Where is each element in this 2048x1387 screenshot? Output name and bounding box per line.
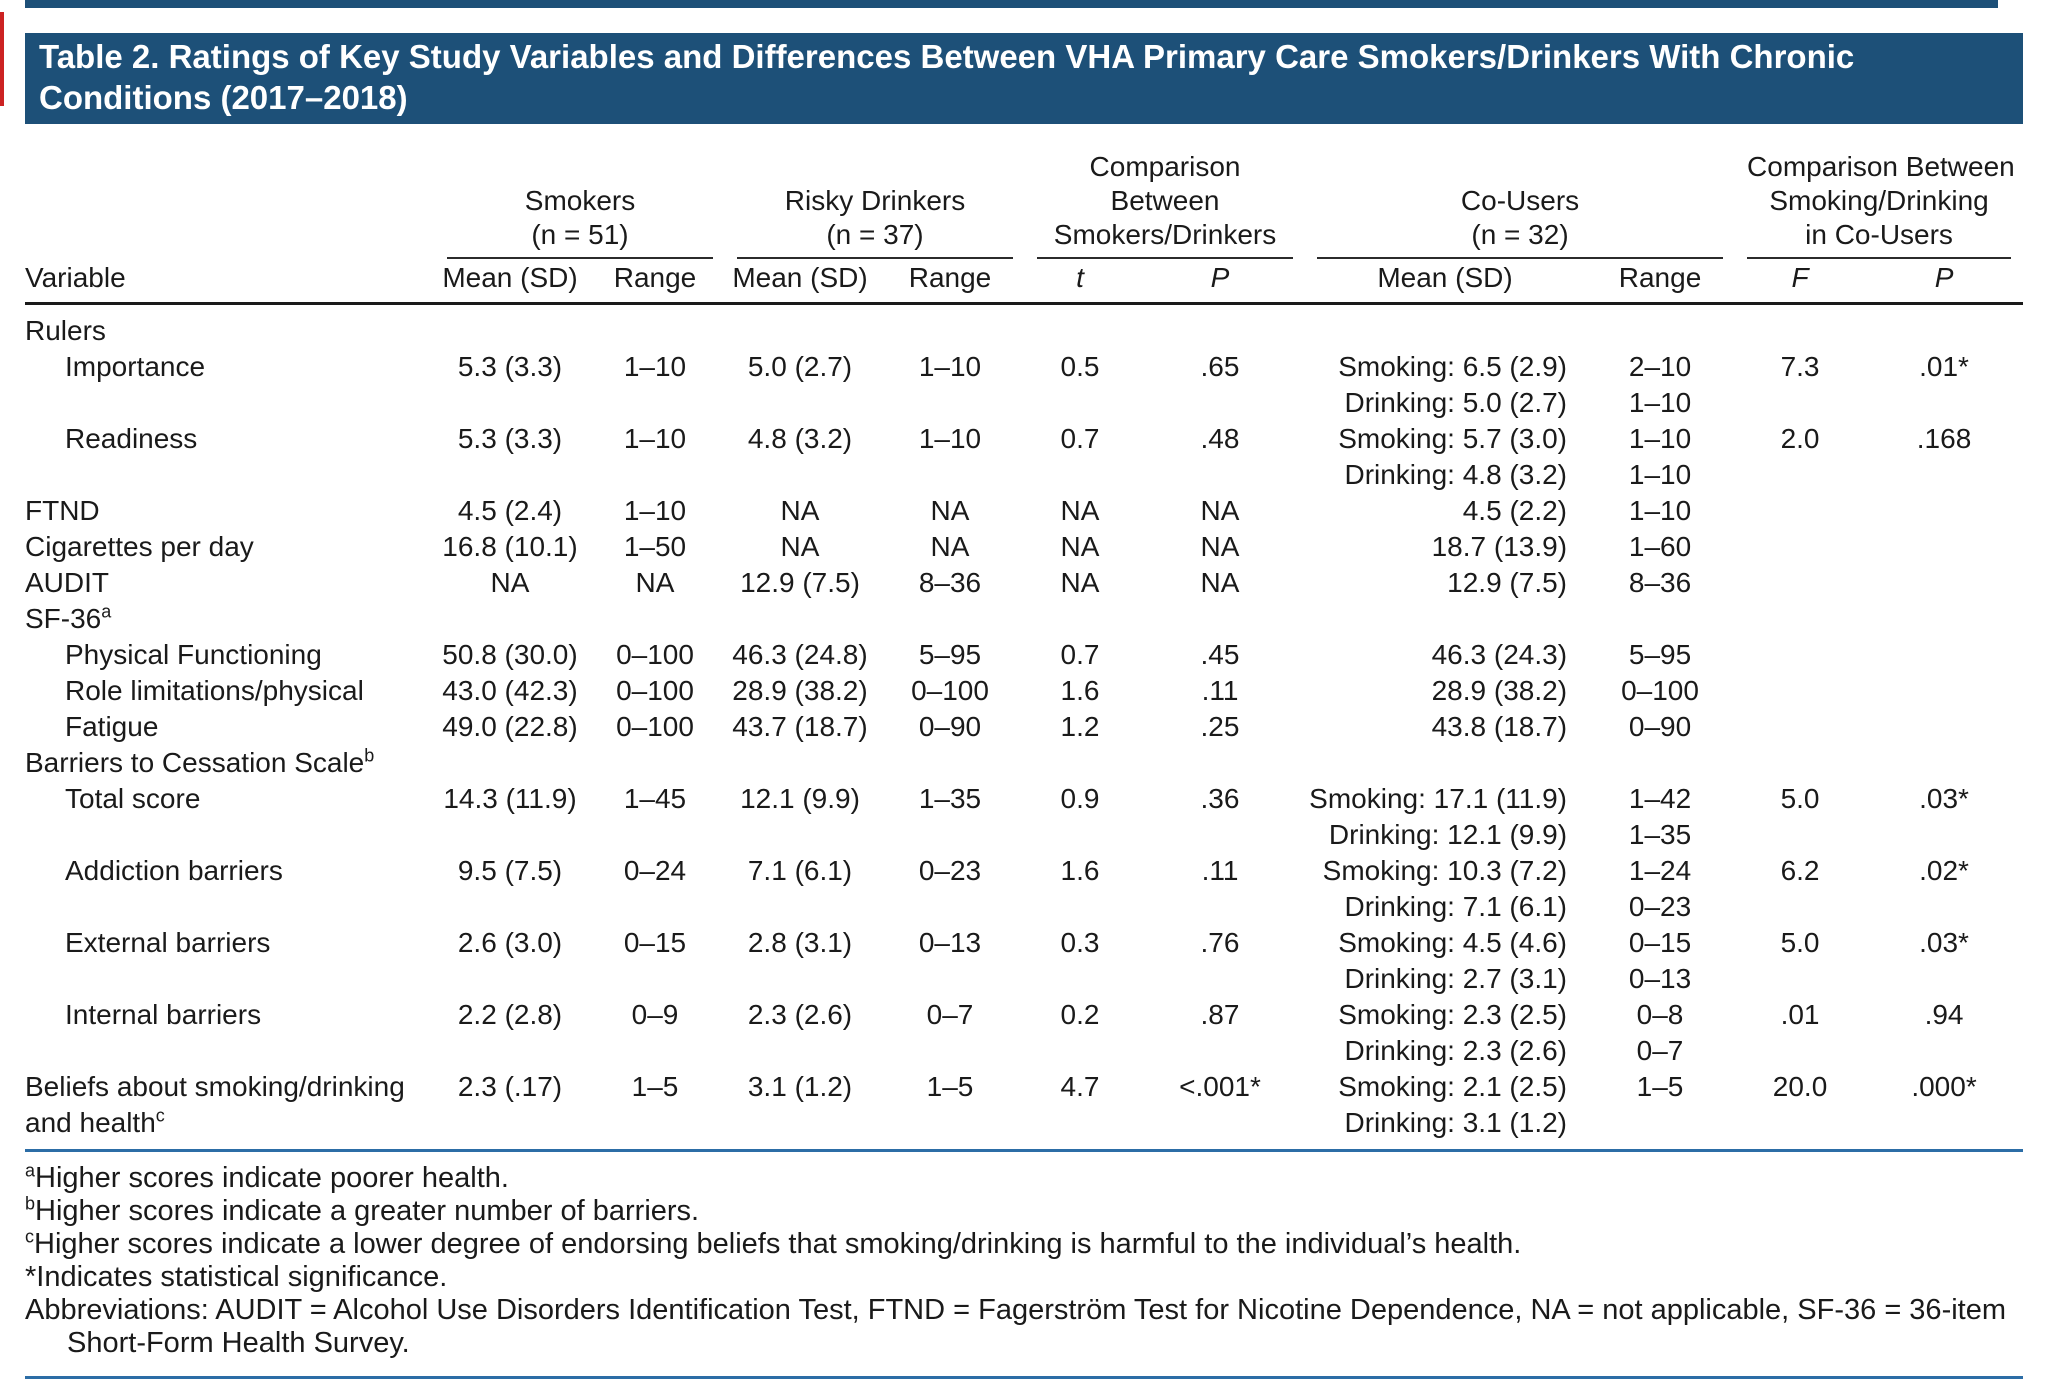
cell-m1: 43.0 (42.3)	[442, 675, 578, 706]
cell-r1: 1–45	[623, 783, 687, 814]
cell-p: .87	[1200, 999, 1240, 1030]
cell-line: Drinking: 12.1 (9.9)	[1328, 819, 1568, 850]
row-label-line: FTND	[25, 495, 100, 526]
row-label-line: Readiness	[65, 423, 198, 454]
cell-p: .45	[1200, 639, 1240, 670]
sub-column-header: P	[1135, 259, 1305, 304]
cell-t: 1.2	[1060, 711, 1100, 742]
cell-f	[1735, 529, 1865, 565]
row-label-line: Importance	[65, 351, 206, 382]
cell-t: 0.3	[1060, 927, 1100, 958]
row-label-line: Cigarettes per day	[25, 531, 254, 562]
cell-fp: .94	[1924, 999, 1964, 1030]
cell-m2: 5.0 (2.7)	[747, 351, 853, 382]
table-row	[25, 925, 2023, 997]
table-row	[25, 304, 2023, 350]
row-label-line: Role limitations/physical	[65, 675, 364, 706]
cell-cur	[1585, 637, 1735, 673]
cell-r1: 0–100	[616, 675, 694, 706]
cell-line: Drinking: 7.1 (6.1)	[1344, 891, 1568, 922]
cell-cur	[1585, 493, 1735, 529]
cell-line: Smoking: 5.7 (3.0)	[1338, 423, 1568, 454]
header-line: Comparison	[1089, 151, 1241, 182]
column-group-label	[737, 184, 1013, 259]
header-line: (n = 37)	[826, 219, 924, 250]
cell-t: 0.7	[1060, 423, 1100, 454]
table-row	[25, 637, 2023, 673]
variable-column-header: Variable	[25, 259, 435, 304]
table-row	[25, 565, 2023, 601]
table-row	[25, 349, 2023, 421]
cell-r1: 0–100	[616, 639, 694, 670]
cell-line: 0–90	[1628, 711, 1692, 742]
table-row	[25, 709, 2023, 745]
cell-m1: 2.2 (2.8)	[457, 999, 563, 1030]
table-title: Table 2. Ratings of Key Study Variables and Differences Between VHA Primary Care Smokers/Drinkers With Chronic Conditions (2017–2018)	[25, 33, 2023, 124]
cell-m2: 7.1 (6.1)	[747, 855, 853, 886]
cell-f: 5.0	[1780, 927, 1820, 958]
cell-t: 0.7	[1060, 639, 1100, 670]
cell-line: Drinking: 2.3 (2.6)	[1344, 1035, 1568, 1066]
cell-t: 0.2	[1060, 999, 1100, 1030]
cell-r2: 8–36	[918, 567, 982, 598]
footnote-marker: b	[25, 1193, 36, 1214]
table-row	[25, 601, 2023, 637]
cell-r2: 1–35	[918, 783, 982, 814]
cell-p: .36	[1200, 783, 1240, 814]
bottom-rule	[25, 1376, 2023, 1379]
cell-line: 5–95	[1628, 639, 1692, 670]
ratings-table	[25, 150, 2023, 1152]
column-group-header	[1735, 150, 2023, 259]
row-label	[25, 925, 435, 997]
footnote-marker: c	[155, 1105, 165, 1126]
cell-r1: 0–15	[623, 927, 687, 958]
row-label-line: External barriers	[65, 927, 271, 958]
table-body	[25, 304, 2023, 1151]
cell-r2: NA	[930, 495, 970, 526]
cell-p: .48	[1200, 423, 1240, 454]
cell-cu	[1305, 349, 1585, 421]
row-label	[25, 565, 435, 601]
cell-cu	[1305, 997, 1585, 1069]
cell-f: .01	[1780, 999, 1820, 1030]
cell-line: 43.8 (18.7)	[1431, 711, 1568, 742]
column-group-label	[1037, 150, 1293, 259]
cell-line: 1–10	[1628, 387, 1692, 418]
footnote: $^c$Higher scores indicate a lower degree of endorsing beliefs that smoking/drinking is harmful to the individual’s health.	[25, 1226, 1522, 1260]
cell-fp: .03*	[1919, 783, 1969, 814]
cell-m1: 16.8 (10.1)	[442, 531, 578, 562]
cell-line: 12.9 (7.5)	[1447, 567, 1568, 598]
cell-t: NA	[1060, 531, 1100, 562]
cell-line: Smoking: 6.5 (2.9)	[1338, 351, 1568, 382]
cell-cu	[1305, 529, 1585, 565]
cell-fp	[1865, 673, 2023, 709]
cell-r1: 1–10	[623, 495, 687, 526]
table-row	[25, 745, 2023, 781]
header-line: Co-Users	[1460, 185, 1580, 216]
cell-f: 5.0	[1780, 783, 1820, 814]
header-group-row	[25, 150, 2023, 259]
column-group-header	[725, 150, 1025, 259]
table-row	[25, 421, 2023, 493]
cell-r1: NA	[635, 567, 675, 598]
cell-p: .76	[1200, 927, 1240, 958]
row-label	[25, 1069, 435, 1151]
row-label	[25, 781, 435, 853]
cell-r1: 1–5	[585, 1069, 725, 1151]
cell-line: 18.7 (13.9)	[1431, 531, 1568, 562]
table-row	[25, 673, 2023, 709]
cell-line: Smoking: 2.3 (2.5)	[1338, 999, 1568, 1030]
cell-m2: 2.8 (3.1)	[747, 927, 853, 958]
cell-fp	[1865, 493, 2023, 529]
cell-m2: 28.9 (38.2)	[732, 675, 868, 706]
cell-m2: NA	[780, 531, 820, 562]
header-spacer	[25, 150, 435, 259]
cell-line: Smoking: 2.1 (2.5)	[1338, 1071, 1568, 1102]
cell-fp: .168	[1916, 423, 1972, 454]
cell-line: 2–10	[1628, 351, 1692, 382]
footnote-marker: c	[25, 1226, 34, 1247]
cell-m2: NA	[780, 495, 820, 526]
sub-column-header: Range	[585, 259, 725, 304]
table-row	[25, 1069, 2023, 1151]
cell-p: <.001*	[1135, 1069, 1305, 1151]
cell-f	[1735, 673, 1865, 709]
cell-m1: 14.3 (11.9)	[443, 783, 577, 814]
cell-p: .25	[1200, 711, 1240, 742]
cell-line: 1–35	[1628, 819, 1692, 850]
cell-m2: 46.3 (24.8)	[732, 639, 868, 670]
group-row-label: Rulers	[25, 315, 106, 346]
row-label-line: Total score	[65, 783, 201, 814]
row-label	[25, 997, 435, 1069]
row-label	[25, 349, 435, 421]
cell-m1: 9.5 (7.5)	[457, 855, 563, 886]
header-sub-row	[25, 259, 2023, 304]
cell-cu	[1305, 781, 1585, 853]
top-edge-rule	[25, 0, 1998, 8]
cell-r2: NA	[930, 531, 970, 562]
cell-r2: 1–10	[918, 351, 982, 382]
cell-line: 1–60	[1628, 531, 1692, 562]
cell-f: 6.2	[1780, 855, 1820, 886]
cell-fp	[1865, 529, 2023, 565]
sub-column-header: t	[1025, 259, 1135, 304]
cell-r2: 1–5	[875, 1069, 1025, 1151]
cell-r2: 0–90	[918, 711, 982, 742]
table-row	[25, 781, 2023, 853]
cell-cur	[1585, 709, 1735, 745]
table-content	[25, 150, 2023, 1379]
cell-fp	[1865, 709, 2023, 745]
sub-column-header: P	[1865, 259, 2023, 304]
cell-m1: 50.8 (30.0)	[442, 639, 578, 670]
row-label-line: Physical Functioning	[65, 639, 322, 670]
column-group-header	[1025, 150, 1305, 259]
cell-m1: 5.3 (3.3)	[457, 423, 563, 454]
sub-column-header: Mean (SD)	[725, 259, 875, 304]
cell-line: Drinking: 2.7 (3.1)	[1344, 963, 1568, 994]
header-line: Smokers	[524, 185, 636, 216]
cell-cu	[1305, 565, 1585, 601]
cell-line: Drinking: 3.1 (1.2)	[1344, 1107, 1568, 1138]
cell-line: 1–42	[1628, 783, 1692, 814]
table-row	[25, 493, 2023, 529]
cell-m1: NA	[490, 567, 530, 598]
cell-fp	[1865, 637, 2023, 673]
header-line: Smoking/Drinking	[1769, 185, 1989, 216]
group-row-label: SF-36$^a$	[25, 601, 112, 634]
cell-m1: 2.3 (.17)	[435, 1069, 585, 1151]
footnote: Abbreviations: AUDIT = Alcohol Use Disorders Identification Test, FTND = Fagerström Test for Nicotine Dependence, NA = not applicable, SF-36 = 36-item Short-Form Health Survey.	[25, 1294, 2007, 1359]
footnote-marker: b	[364, 745, 375, 766]
cell-f	[1735, 709, 1865, 745]
row-label	[25, 421, 435, 493]
cell-cu	[1305, 1069, 1585, 1151]
footnotes	[25, 1162, 2023, 1360]
header-line: (n = 32)	[1471, 219, 1569, 250]
cell-cu	[1305, 637, 1585, 673]
row-label-line: Addiction barriers	[65, 855, 283, 886]
cell-p: NA	[1200, 531, 1240, 562]
group-row-label: Barriers to Cessation Scale$^b$	[25, 745, 375, 778]
cell-p: .65	[1200, 351, 1240, 382]
red-edge-mark	[0, 12, 4, 106]
column-group-label	[447, 184, 713, 259]
cell-p: NA	[1200, 567, 1240, 598]
footnote-marker: a	[101, 601, 112, 622]
header-line: in Co-Users	[1805, 219, 1953, 250]
cell-cu	[1305, 421, 1585, 493]
cell-t: 1.6	[1060, 855, 1100, 886]
cell-line: 0–8	[1636, 999, 1684, 1030]
cell-line: 4.5 (2.2)	[1462, 495, 1568, 526]
cell-r1: 0–9	[631, 999, 679, 1030]
cell-r1: 1–10	[623, 351, 687, 382]
cell-m2: 12.9 (7.5)	[740, 567, 860, 598]
cell-r1: 1–50	[623, 531, 687, 562]
row-label	[25, 673, 435, 709]
cell-cur	[1585, 997, 1735, 1069]
cell-r2: 0–7	[926, 999, 974, 1030]
cell-line: 0–7	[1636, 1035, 1684, 1066]
cell-m1: 5.3 (3.3)	[457, 351, 563, 382]
cell-line: 46.3 (24.3)	[1431, 639, 1568, 670]
cell-r2: 1–10	[918, 423, 982, 454]
sub-column-header: F	[1735, 259, 1865, 304]
cell-cur	[1585, 1069, 1735, 1151]
cell-t: NA	[1060, 567, 1100, 598]
cell-r2: 0–13	[918, 927, 982, 958]
cell-line: 1–10	[1628, 423, 1692, 454]
cell-fp: .03*	[1919, 927, 1969, 958]
sub-column-header: Range	[875, 259, 1025, 304]
cell-cur	[1585, 565, 1735, 601]
row-label	[25, 709, 435, 745]
cell-m2: 4.8 (3.2)	[747, 423, 853, 454]
footnote: $^a$Higher scores indicate poorer health.	[25, 1160, 509, 1194]
cell-line: Drinking: 4.8 (3.2)	[1344, 459, 1568, 490]
cell-fp: .02*	[1919, 855, 1969, 886]
row-label-line: Internal barriers	[65, 999, 262, 1030]
cell-cu	[1305, 709, 1585, 745]
cell-r2: 5–95	[918, 639, 982, 670]
row-label-line: Beliefs about smoking/drinking	[25, 1071, 405, 1102]
cell-m1: 4.5 (2.4)	[457, 495, 563, 526]
header-line: Between	[1110, 185, 1220, 216]
cell-cur	[1585, 925, 1735, 997]
cell-cur	[1585, 853, 1735, 925]
sub-column-header: Mean (SD)	[435, 259, 585, 304]
cell-line: 1–24	[1628, 855, 1692, 886]
cell-r1: 0–24	[623, 855, 687, 886]
cell-r1: 1–10	[623, 423, 687, 454]
footnote-marker: a	[25, 1160, 36, 1181]
sub-column-header: Range	[1585, 259, 1735, 304]
cell-line: Smoking: 17.1 (11.9)	[1309, 783, 1568, 814]
cell-line: Drinking: 5.0 (2.7)	[1344, 387, 1568, 418]
cell-r2: 0–23	[918, 855, 982, 886]
cell-line: 28.9 (38.2)	[1431, 675, 1568, 706]
cell-t: 0.5	[1060, 351, 1100, 382]
row-label	[25, 493, 435, 529]
cell-line: 1–10	[1628, 495, 1692, 526]
column-group-header	[1305, 150, 1735, 259]
cell-m1: 2.6 (3.0)	[457, 927, 563, 958]
cell-t: 4.7	[1025, 1069, 1135, 1151]
cell-line: 1–10	[1628, 459, 1692, 490]
cell-line: 0–100	[1621, 675, 1699, 706]
cell-f: 2.0	[1780, 423, 1820, 454]
cell-line: 1–5	[1636, 1071, 1684, 1102]
cell-f: 7.3	[1780, 351, 1820, 382]
table-header	[25, 150, 2023, 304]
row-label-line: and health$^c$	[25, 1105, 165, 1138]
cell-cu	[1305, 853, 1585, 925]
sub-column-header: Mean (SD)	[1305, 259, 1585, 304]
cell-f: 20.0	[1735, 1069, 1865, 1151]
cell-fp	[1865, 565, 2023, 601]
cell-r1: 0–100	[616, 711, 694, 742]
cell-p: .11	[1201, 855, 1239, 886]
cell-m2: 2.3 (2.6)	[747, 999, 853, 1030]
cell-fp: .000*	[1865, 1069, 2023, 1151]
row-label-line: AUDIT	[25, 567, 109, 598]
cell-t: 0.9	[1060, 783, 1100, 814]
cell-cu	[1305, 493, 1585, 529]
cell-line: 0–23	[1628, 891, 1692, 922]
cell-line: Smoking: 10.3 (7.2)	[1322, 855, 1568, 886]
cell-line: 8–36	[1628, 567, 1692, 598]
row-label	[25, 853, 435, 925]
cell-line: Smoking: 4.5 (4.6)	[1338, 927, 1568, 958]
row-label	[25, 529, 435, 565]
cell-cur	[1585, 529, 1735, 565]
cell-line: 0–13	[1628, 963, 1692, 994]
row-label-line: Fatigue	[65, 711, 159, 742]
header-line: Comparison Between	[1747, 151, 2015, 182]
table-row	[25, 997, 2023, 1069]
cell-t: 1.6	[1060, 675, 1100, 706]
column-group-header	[435, 150, 725, 259]
cell-m1: 49.0 (22.8)	[442, 711, 578, 742]
cell-p: .11	[1201, 675, 1239, 706]
header-line: Smokers/Drinkers	[1053, 219, 1277, 250]
cell-m2: 3.1 (1.2)	[725, 1069, 875, 1151]
cell-f	[1735, 565, 1865, 601]
cell-m2: 43.7 (18.7)	[732, 711, 868, 742]
header-line: Risky Drinkers	[784, 185, 966, 216]
cell-fp: .01*	[1919, 351, 1969, 382]
header-line: (n = 51)	[531, 219, 629, 250]
footnote: $^b$Higher scores indicate a greater number of barriers.	[25, 1193, 700, 1227]
cell-cur	[1585, 349, 1735, 421]
cell-cur	[1585, 421, 1735, 493]
cell-line: 0–15	[1628, 927, 1692, 958]
cell-f	[1735, 493, 1865, 529]
cell-m2: 12.1 (9.9)	[740, 783, 860, 814]
table-row	[25, 529, 2023, 565]
table-row	[25, 853, 2023, 925]
row-label	[25, 637, 435, 673]
column-group-label	[1747, 150, 2015, 259]
cell-cur	[1585, 781, 1735, 853]
cell-p: NA	[1200, 495, 1240, 526]
cell-f	[1735, 637, 1865, 673]
cell-cu	[1305, 925, 1585, 997]
footnote: *Indicates statistical significance.	[25, 1261, 448, 1293]
cell-cur	[1585, 673, 1735, 709]
cell-r2: 0–100	[911, 675, 989, 706]
cell-t: NA	[1060, 495, 1100, 526]
column-group-label	[1317, 184, 1723, 259]
cell-cu	[1305, 673, 1585, 709]
